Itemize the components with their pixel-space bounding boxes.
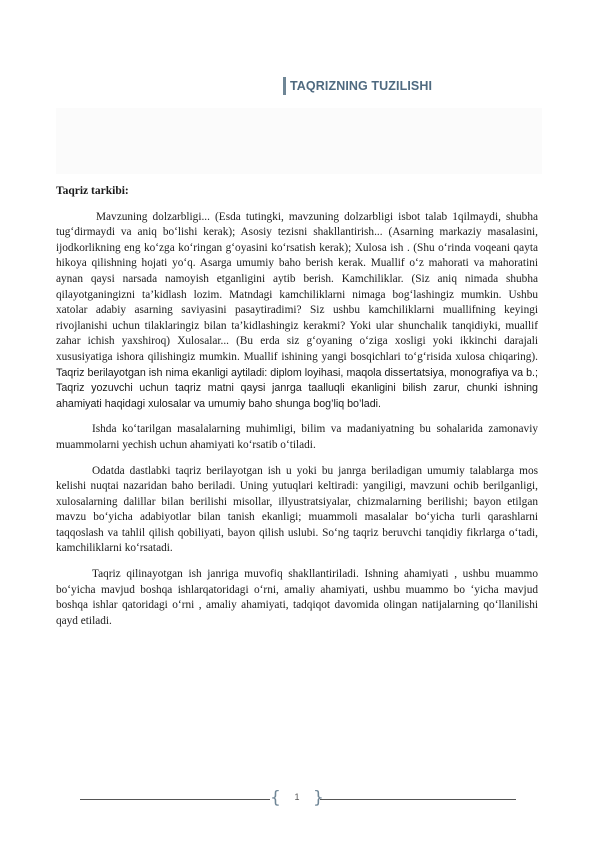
right-brace-icon: } — [313, 788, 324, 808]
footer-divider-right — [320, 799, 516, 800]
paragraph-evaluation: Odatda dastlabki taqriz berilayotgan ish u yoki bu janrga beriladigan umumiy talablarga mos kelishi nuqtai nazaridan baho beriladi. Uning yutuqlari keltiradi: yangiligi, mavzuni ochib berilganligi, xulosalarning dalillar bilan berilishi misollar, illyustratsiyalar, chizmalarning berilishi; bayon etilgan mavzu bo‘yicha adabiyotlar bilan tanish ekanligi; muammoli masalalar bo‘yicha turli qarashlarni taqqoslash va tahlil qilish qobiliyati, bayon qilish uslubi. So‘ng taqriz beruvchi tanqidiy fikrlarga o‘tadi, kamchiliklarni ko‘rsatadi. — [56, 464, 538, 555]
page-number: 1 — [294, 792, 300, 802]
paragraph-genre: Taqriz qilinayotgan ish janriga muvofiq shakllantiriladi. Ishning ahamiyati , ushbu muammo bo‘yicha mavjud boshqa ishlarqatoridagi o‘rni, amaliy ahamiyati, ushbu muammo bo ‘yicha mavjud boshqa ishlar qatoridagi o‘rni , amaliy ahamiyati, tadqiqot davomida olingan natijalarning qo‘llanilishi qayd etiladi. — [56, 568, 538, 627]
section-title: Taqriz tarkibi: — [56, 185, 129, 197]
document-body — [56, 184, 538, 639]
paragraph-structure — [56, 210, 538, 413]
left-brace-icon: { — [270, 788, 281, 808]
header-shaded-area — [56, 108, 542, 174]
page-header-title: TAQRIZNING TUZILISHI — [283, 77, 432, 95]
paragraph-importance: Ishda ko‘tarilgan masalalarning muhimligi, bilim va madaniyatning bu sohalarida zamonaviy muammolarni yechish uchun ahamiyati ko‘rsatib o‘tiladi. — [56, 423, 538, 451]
paragraph-structure-serif-text: Mavzuning dolzarbligi... (Esda tutingki, mavzuning dolzarbligi isbot talab 1qilmaydi, shubha tug‘dirmaydi va aniq bo‘lishi kerak); Asosiy tezisni shakllantirish... (Asarning markaziy masalasini, ijodkorlikning eng ko‘zga ko‘ringan g‘oyasini ko‘rsatish kerak); Xulosa ish . (Shu o‘rinda voqeani qayta hikoya qilishning hojati yo‘q. Asarga umumiy baho berish kerak. Muallif o‘z mahorati va mahoratini aynan qaysi narsada namoyish etganligini aytib berish. Kamchiliklar. (Siz aniq nimada shubha qilayotganingizni ta’kidlash lozim. Matndagi kamchiliklarni nimaga bog‘lashingiz mumkin. Ushbu xatolar adabiy asarning saviyasini pasaytiradimi? Siz ushbu kamchiliklarni muallifning keyingi rivojlanishi uchun tilaklaringiz bilan ta’kidlashingiz kerakmi? Yoki ular shunchalik tanqidiyki, muallif zahar ichish yaxshiroq) Xulosalar... (Bu erda siz g‘oyaning o‘ziga xosligi yoki ikkinchi darajali xususiyatiga ishora qilishingiz mumkin. Muallif ishining yangi bosqichlari to‘g‘risida xulosa chiqaring). — [56, 210, 538, 363]
footer-divider-left — [80, 799, 270, 800]
page-footer — [80, 790, 516, 806]
paragraph-structure-sans-text: Taqriz berilayotgan ish nima ekanligi aytiladi: diplom loyihasi, maqola dissertatsiya, monografiya va b.; Taqriz yozuvchi uchun taqriz matni qaysi janrga taalluqli ekanligini bilish zarur, chunki ishning ahamiyati haqidagi xulosalar va umumiy baho shunga bog’liq bo’ladi. — [56, 366, 538, 410]
